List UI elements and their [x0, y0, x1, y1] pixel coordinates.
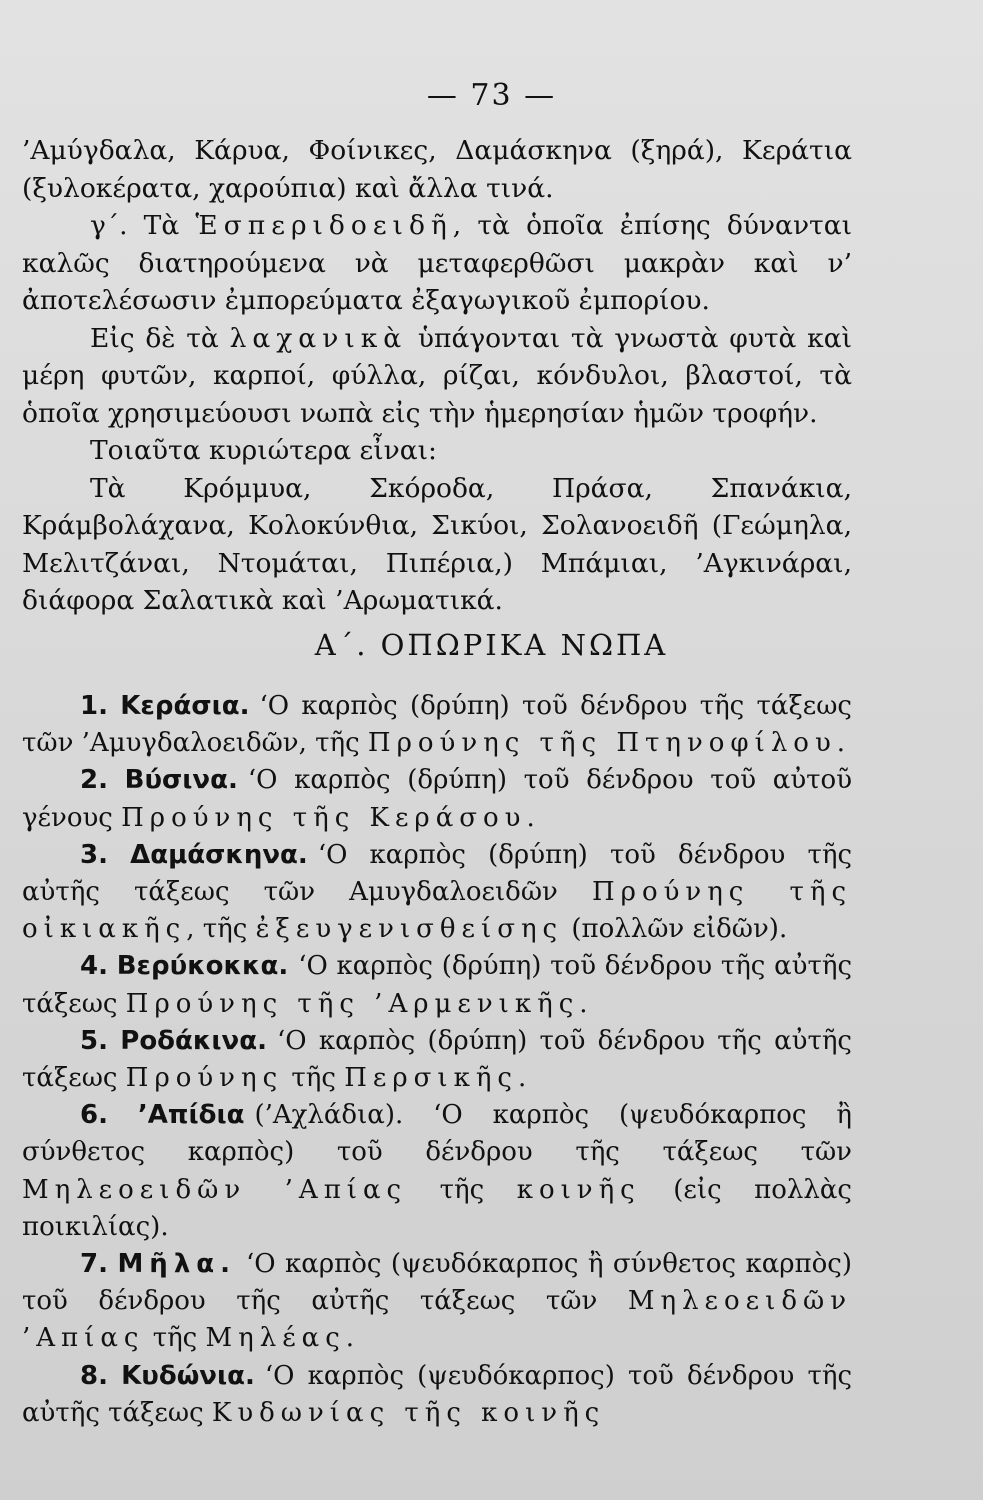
- text-run: .: [836, 728, 846, 759]
- item-number: 4.: [80, 951, 108, 982]
- text-run: (’Αχλάδια). ‘Ο καρπὸς (ψευδόκαρπος ἢ σύνθετος καρπὸς) τοῦ δένδρου τῆς τάξεως τῶν: [22, 1100, 852, 1168]
- list-item: [22, 1246, 852, 1358]
- spaced-term: ἐξευγενισθείσης: [255, 914, 564, 945]
- text-run: ‘Ο καρπὸς (δρύπη) τοῦ δένδρου τῆς αὐτῆς τάξεως: [22, 1025, 852, 1094]
- text-run: .: [579, 988, 588, 1019]
- item-number: 5.: [80, 1025, 108, 1056]
- paragraph: [22, 320, 852, 433]
- text-run: Τοιαῦτα κυριώτερα εἶναι:: [90, 435, 437, 466]
- paragraph: [22, 132, 852, 207]
- spaced-term: Προύνης τῆς ’Αρμενικῆς: [125, 988, 580, 1019]
- spaced-term: Ἑσπεριδοειδῆ: [195, 210, 453, 241]
- list-item: [22, 762, 852, 836]
- text-run: , τὰ ὁποῖα ἐπίσης δύνανται καλῶς διατηρούμενα νὰ μεταφερθῶσι μακρὰν καὶ ν’ ἀποτελέσωσιν ἐμπορεύματα ἐξαγωγικοῦ ἐμπορίου.: [22, 210, 852, 316]
- item-title: Κεράσια.: [120, 691, 250, 721]
- item-title: ’Απίδια: [137, 1100, 245, 1131]
- item-number: 7.: [80, 1249, 108, 1280]
- item-title: Βερύκοκκα.: [116, 951, 289, 982]
- spaced-term: Μηλεοειδῶν ’Απίας: [22, 1174, 408, 1205]
- spaced-term: Κυδωνίας τῆς κοινῆς: [211, 1397, 606, 1428]
- text-run: ‘Ο καρπὸς (δρύπη) τοῦ δένδρου τῆς αὐτῆς τάξεως τῶν Αμυγδαλοειδῶν: [22, 839, 853, 908]
- fruit-list: [22, 688, 852, 1432]
- text-run: τῆς: [283, 1063, 345, 1094]
- text-run: .: [517, 1063, 527, 1094]
- item-number: 3.: [80, 839, 108, 870]
- text-run: .: [345, 1323, 355, 1354]
- list-item: [22, 688, 852, 762]
- item-title: Κυδώνια.: [121, 1360, 255, 1391]
- section-heading: Α΄. ΟΠΩΡΙΚΑ ΝΩΠΑ: [314, 628, 669, 662]
- text-run: γ΄. Τὰ: [90, 210, 196, 241]
- item-number: 8.: [80, 1360, 108, 1391]
- item-title: Μῆλα.: [117, 1249, 237, 1280]
- text-run: τῆς: [407, 1174, 517, 1205]
- text-run: ‘Ο καρπὸς (ψευδόκαρπος) τοῦ δένδρου τῆς αὐτῆς τάξεως: [22, 1360, 853, 1428]
- list-item: [22, 948, 852, 1022]
- paragraph: [22, 432, 852, 470]
- spaced-term: λαχανικὰ: [229, 322, 408, 354]
- item-number: 2.: [80, 765, 108, 796]
- item-number: 1.: [80, 691, 108, 721]
- spaced-term: Μηλέας: [205, 1323, 346, 1354]
- spaced-term: Προύνης: [125, 1063, 284, 1094]
- list-item: [22, 1358, 852, 1432]
- text-run: ‘Ο καρπὸς (ψευδόκαρπος ἢ σύνθετος καρπὸς) τοῦ δένδρου τῆς αὐτῆς τάξεως τῶν: [22, 1249, 852, 1317]
- page-number: — 73 —: [426, 78, 557, 113]
- text-run: (εἰς πολλὰς ποικιλίας).: [22, 1174, 852, 1242]
- item-title: Βύσινα.: [124, 765, 238, 796]
- text-run: .: [526, 802, 535, 833]
- text-run: ‘Ο καρπὸς (δρύπη) τοῦ δένδρου τῆς αὐτῆς τάξεως: [22, 951, 853, 1019]
- text-run: ‘Ο καρπὸς (δρύπη) τοῦ δένδρου τοῦ αὐτοῦ γένους: [22, 765, 852, 833]
- spaced-term: Περσικῆς: [344, 1063, 518, 1094]
- text-run: ὑπάγονται τὰ γνωστὰ φυτὰ καὶ μέρη φυτῶν, καρποί, φύλλα, ρίζαι, κόνδυλοι, βλαστοί, τὰ ὁποῖα χρησιμεύουσι νωπὰ εἰς τὴν ἡμερησίαν ἡμῶν τροφήν.: [22, 322, 853, 429]
- spaced-term: Προύνης τῆς οἰκιακῆς: [22, 877, 852, 945]
- spaced-term: Προύνης τῆς Πτηνοφίλου: [367, 728, 837, 759]
- spaced-term: Προύνης τῆς Κεράσου: [121, 802, 527, 833]
- text-run: Εἰς δὲ τὰ: [90, 322, 230, 354]
- paragraph: [22, 470, 852, 620]
- spaced-term: κοινῆς: [516, 1174, 641, 1205]
- text-run: Τὰ Κρόμμυα, Σκόροδα, Πράσα, Σπανάκια, Κράμβολάχανα, Κολοκύνθια, Σικύοι, Σολανοειδῆ (Γεώμηλα, Μελιτζάναι, Ντομάται, Πιπέρια,) Μπάμιαι, ’Αγκινάραι, διάφορα Σαλατικὰ καὶ ’Αρωματικά.: [22, 472, 852, 616]
- spaced-term: Μηλεοειδῶν ’Απίας: [22, 1286, 852, 1354]
- text-run: ‘Ο καρπὸς (δρύπη) τοῦ δένδρου τῆς τάξεως τῶν ’Αμυγδαλοειδῶν, τῆς: [22, 691, 852, 759]
- item-title: Ροδάκινα.: [120, 1025, 267, 1056]
- paragraph: [22, 207, 852, 320]
- list-item: [22, 1023, 852, 1097]
- intro-text: [22, 132, 852, 620]
- text-run: , τῆς: [186, 914, 256, 945]
- text-run: ’Αμύγδαλα, Κάρυα, Φοίνικες, Δαμάσκηνα (ξηρά), Κεράτια (ξυλοκέρατα, χαρούπια) καὶ ἄλλα τινά.: [22, 135, 852, 204]
- list-item: [22, 837, 852, 949]
- text-run: τῆς: [144, 1323, 206, 1354]
- text-run: (πολλῶν εἰδῶν).: [563, 914, 788, 945]
- item-title: Δαμάσκηνα.: [130, 839, 308, 870]
- item-number: 6.: [80, 1100, 108, 1131]
- list-item: [22, 1097, 852, 1246]
